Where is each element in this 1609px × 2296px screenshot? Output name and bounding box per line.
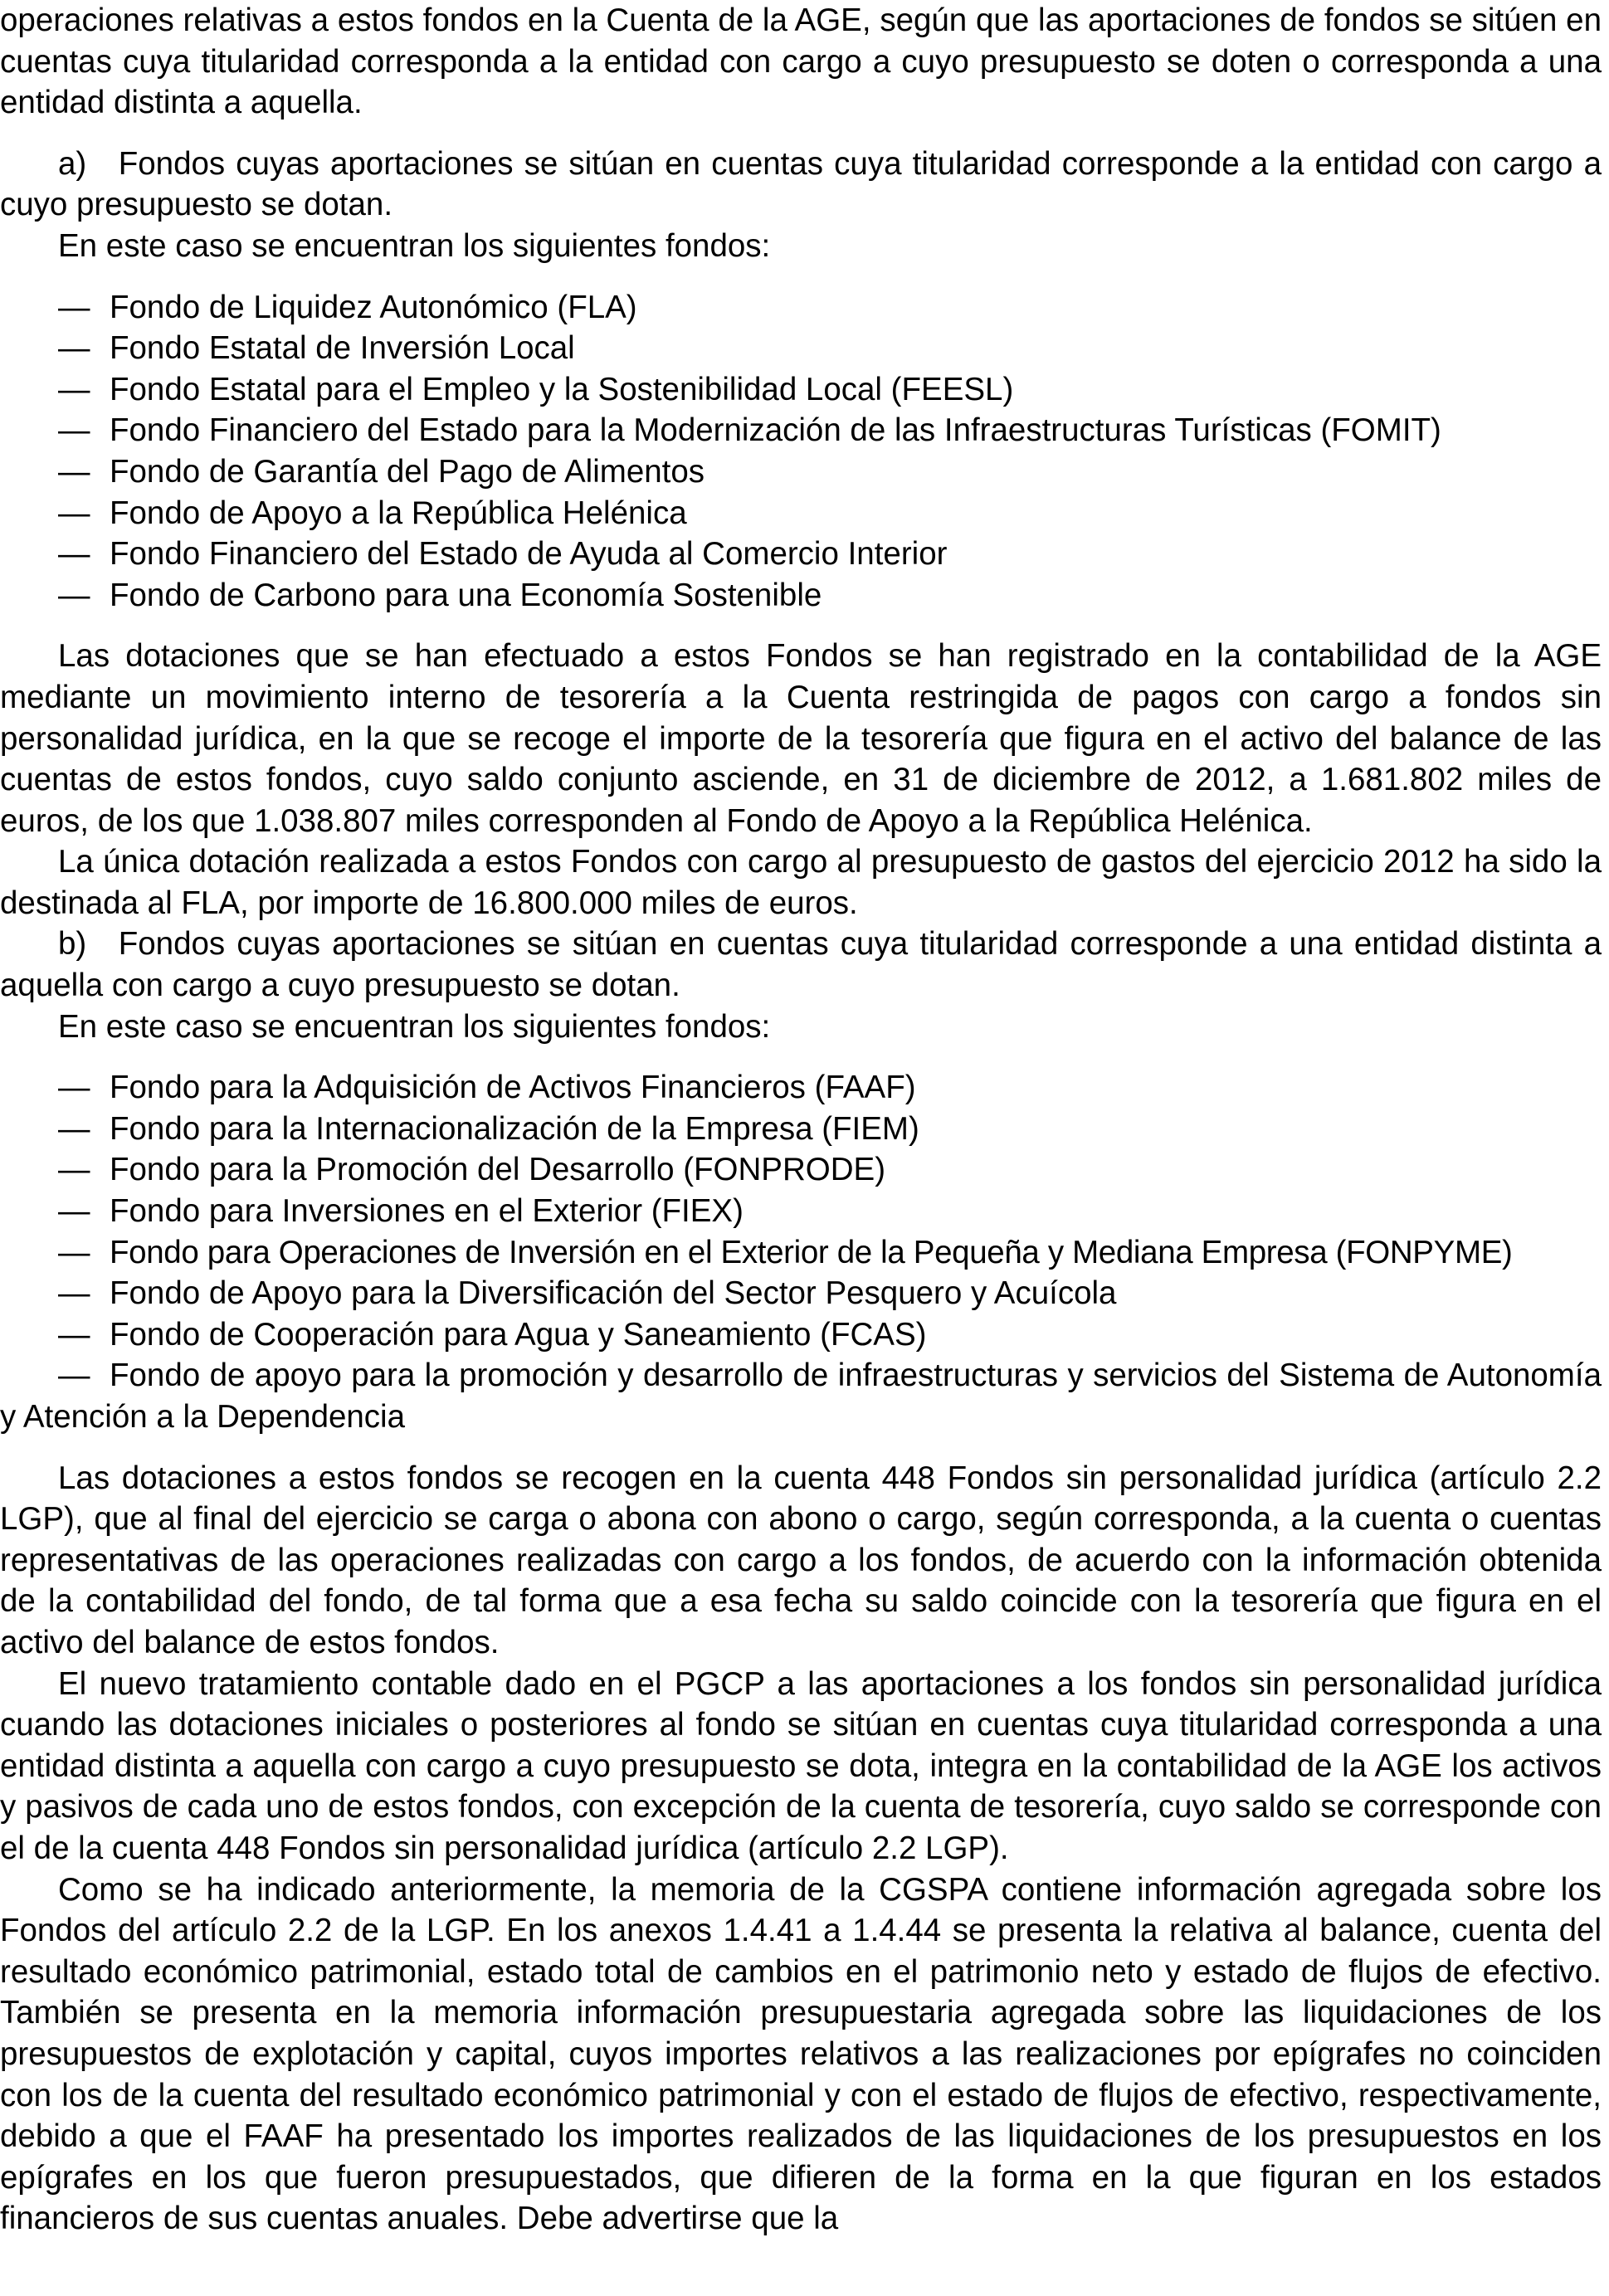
list-item <box>0 1067 1602 1109</box>
section-a-lead: En este caso se encuentran los siguientes fondos: <box>58 227 771 264</box>
fund-name: Fondo Financiero del Estado para la Modernización de las Infraestructuras Turísticas (FOMIT) <box>110 412 1441 449</box>
list-item <box>0 1355 1602 1437</box>
section-b-lead: En este caso se encuentran los siguientes fondos: <box>58 1008 771 1045</box>
dash-mark: — <box>58 536 90 573</box>
cuenta-448-paragraph: Las dotaciones a estos fondos se recogen en la cuenta 448 Fondos sin personalidad jurídica (artículo 2.2 LGP), que al final del ejercicio se carga o abona con abono o cargo, según corresponda, a la cuenta o cuentas representativas de las operaciones realizadas con cargo a los fondos, de acuerdo con la información obtenida de la contabilidad del fondo, de tal forma que a esa fecha su saldo coincide con la tesorería que figura en el activo del balance de estos fondos. <box>0 1460 1602 1660</box>
dash-mark: — <box>58 1358 90 1394</box>
unica-dotacion-paragraph: La única dotación realizada a estos Fondos con cargo al presupuesto de gastos del ejercicio 2012 ha sido la destinada al FLA, por importe de 16.800.000 miles de euros. <box>0 844 1602 921</box>
fund-name: Fondo de Carbono para una Economía Sostenible <box>110 577 822 613</box>
fund-name: Fondo para la Adquisición de Activos Financieros (FAAF) <box>110 1070 916 1106</box>
list-item <box>0 575 1602 617</box>
section-b-heading: b) Fondos cuyas aportaciones se sitúan en cuentas cuya titularidad corresponde a una entidad distinta a aquella con cargo a cuyo presupuesto se dotan. <box>0 926 1602 1004</box>
list-item <box>0 1232 1602 1274</box>
list-item <box>0 328 1602 369</box>
fund-name: Fondo de apoyo para la promoción y desarrollo de infraestructuras y servicios del Sistema de Autonomía y Atención a la Dependencia <box>0 1358 1602 1435</box>
list-item <box>0 1273 1602 1314</box>
dash-mark: — <box>58 1110 90 1147</box>
list-item <box>0 493 1602 534</box>
list-item <box>0 1191 1602 1232</box>
fund-name: Fondo de Apoyo a la República Helénica <box>110 495 687 531</box>
dotaciones-a-paragraph: Las dotaciones que se han efectuado a estos Fondos se han registrado en la contabilidad de la AGE mediante un movimiento interno de tesorería a la Cuenta restringida de pagos con cargo a fondos sin personalidad jurídica, en la que se recoge el importe de la tesorería que figura en el activo del balance de las cuentas de estos fondos, cuyo saldo conjunto asciende, en 31 de diciembre de 2012, a 1.681.802 miles de euros, de los que 1.038.807 miles corresponden al Fondo de Apoyo a la República Helénica. <box>0 638 1602 839</box>
fund-name: Fondo Financiero del Estado de Ayuda al Comercio Interior <box>110 536 948 573</box>
dash-mark: — <box>58 1193 90 1230</box>
intro-paragraph: operaciones relativas a estos fondos en la Cuenta de la AGE, según que las aportaciones de fondos se sitúen en cuentas cuya titularidad corresponda a la entidad con cargo a cuyo presupuesto se doten o corresponda a una entidad distinta a aquella. <box>0 2 1602 121</box>
memoria-cgspa-paragraph: Como se ha indicado anteriormente, la memoria de la CGSPA contiene información agregada sobre los Fondos del artículo 2.2 de la LGP. En los anexos 1.4.41 a 1.4.44 se presenta la relativa al balance, cuenta del resultado económico patrimonial, estado total de cambios en el patrimonio neto y estado de flujos de efectivo. También se presenta en la memoria información presupuestaria agregada sobre las liquidaciones de los presupuestos de explotación y capital, cuyos importes relativos a las realizaciones por epígrafes no coinciden con los de la cuenta del resultado económico patrimonial y con el estado de flujos de efectivo, respectivamente, debido a que el FAAF ha presentado los importes realizados de las liquidaciones de los presupuestos en los epígrafes en los que fueron presupuestados, que difieren de la forma en la que figuran en los estados financieros de sus cuentas anuales. Debe advertirse que la <box>0 1871 1602 2237</box>
fund-name: Fondo de Cooperación para Agua y Saneamiento (FCAS) <box>110 1316 927 1353</box>
dash-mark: — <box>58 495 90 531</box>
dash-mark: — <box>58 412 90 449</box>
fund-name: Fondo Estatal para el Empleo y la Sostenibilidad Local (FEESL) <box>110 371 1014 407</box>
dash-mark: — <box>58 330 90 367</box>
dash-mark: — <box>58 1275 90 1312</box>
fund-name: Fondo Estatal de Inversión Local <box>110 330 575 367</box>
dash-mark: — <box>58 289 90 325</box>
section-a-fund-list <box>0 287 1602 617</box>
list-item <box>0 410 1602 451</box>
dash-mark: — <box>58 371 90 407</box>
fund-name: Fondo para Inversiones en el Exterior (FIEX) <box>110 1193 744 1230</box>
dash-mark: — <box>58 577 90 613</box>
section-b-fund-list <box>0 1067 1602 1437</box>
list-item <box>0 1109 1602 1150</box>
list-item <box>0 369 1602 411</box>
list-item <box>0 534 1602 575</box>
list-item <box>0 287 1602 329</box>
section-a-heading: a) Fondos cuyas aportaciones se sitúan en cuentas cuya titularidad corresponde a la entidad con cargo a cuyo presupuesto se dotan. <box>0 145 1602 223</box>
dash-mark: — <box>58 1070 90 1106</box>
list-item <box>0 451 1602 493</box>
fund-name: Fondo para Operaciones de Inversión en el Exterior de la Pequeña y Mediana Empresa (FONPYME) <box>110 1234 1513 1270</box>
list-item <box>0 1149 1602 1191</box>
fund-name: Fondo de Liquidez Autonómico (FLA) <box>110 289 637 325</box>
dash-mark: — <box>58 1234 90 1270</box>
fund-name: Fondo de Apoyo para la Diversificación del Sector Pesquero y Acuícola <box>110 1275 1117 1312</box>
dash-mark: — <box>58 1152 90 1188</box>
fund-name: Fondo para la Promoción del Desarrollo (FONPRODE) <box>110 1152 886 1188</box>
dash-mark: — <box>58 1316 90 1353</box>
nuevo-tratamiento-paragraph: El nuevo tratamiento contable dado en el PGCP a las aportaciones a los fondos sin personalidad jurídica cuando las dotaciones iniciales o posteriores al fondo se sitúan en cuentas cuya titularidad corresponda a una entidad distinta a aquella con cargo a cuyo presupuesto se dota, integra en la contabilidad de la AGE los activos y pasivos de cada uno de estos fondos, con excepción de la cuenta de tesorería, cuyo saldo se corresponde con el de la cuenta 448 Fondos sin personalidad jurídica (artículo 2.2 LGP). <box>0 1665 1602 1866</box>
dash-mark: — <box>58 453 90 490</box>
fund-name: Fondo de Garantía del Pago de Alimentos <box>110 453 705 490</box>
fund-name: Fondo para la Internacionalización de la Empresa (FIEM) <box>110 1110 919 1147</box>
list-item <box>0 1314 1602 1356</box>
